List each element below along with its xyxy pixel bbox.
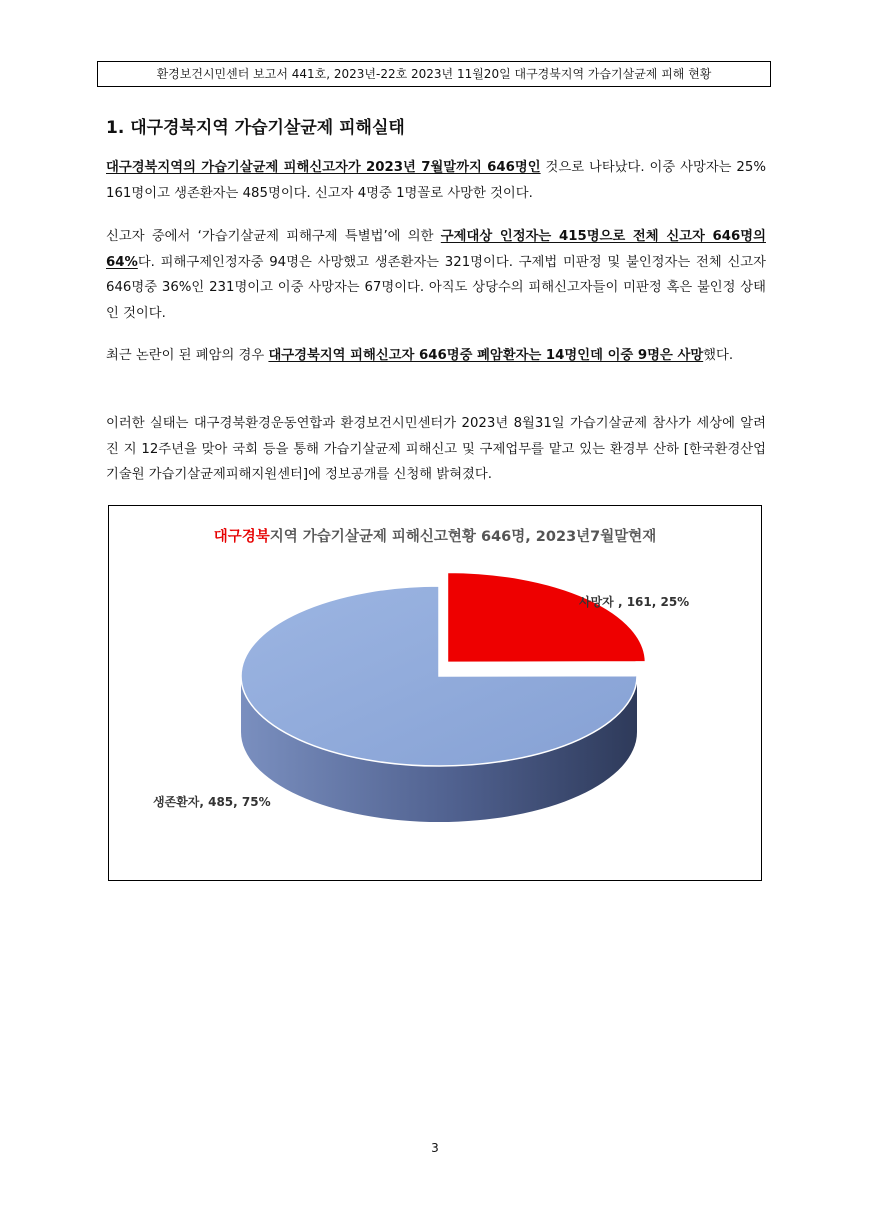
paragraph-text: 다. 피해구제인정자중 94명은 사망했고 생존환자는 321명이다. 구제법 미판정 및 불인정자는 전체 신고자 646명중 36%인 231명이고 이중 사망자는 67명이다. 아직도 상당수의 피해신고자들이 미판정 혹은 불인정 상태인 것이다. [106,254,766,321]
paragraph-summary [106,155,766,206]
highlight-recognized: 구제대상 인정자는 415명으로 전체 신고자 646명의 64% [106,229,766,270]
pie-chart-frame [108,505,762,881]
paragraph-lung-cancer [106,343,766,369]
paragraph-text: 최근 논란이 된 폐암의 경우 [106,348,269,363]
paragraph-source: 이러한 실태는 대구경북환경운동연합과 환경보건시민센터가 2023년 8월31일 가습기살균제 참사가 세상에 알려진 지 12주년을 맞아 국회 등을 통해 가습기살균제 피해신고 및 구제업무를 맡고 있는 환경부 산하 [한국환경산업기술원 가습기살균제피해지원센터]에 정보공개를 신청해 밝혀졌다. [106,416,766,482]
chart-title [214,527,657,545]
pie-chart [109,506,761,880]
highlight-lung-cancer: 대구경북지역 피해신고자 646명중 폐암환자는 14명인데 이중 9명은 사망 [268,348,704,363]
paragraph-text: 신고자 중에서 ‘가습기살균제 피해구제 특별법’에 의한 [106,229,441,244]
highlight-reporters: 대구경북지역의 가습기살균제 피해신고자가 2023년 7월말까지 646명인 [106,160,541,175]
chart-title-rest: 지역 가습기살균제 피해신고현황 646명, 2023년7월말현재 [269,529,657,545]
page-number: 3 [431,1141,439,1155]
slice-label-deaths: 사망자 , 161, 25% [579,595,690,609]
report-header: 환경보건시민센터 보고서 441호, 2023년-22호 2023년 11월20일 대구경북지역 가습기살균제 피해 현황 [97,61,771,87]
paragraph-text: 했다. [703,348,734,363]
paragraph-relief [106,224,766,326]
pie-slice-사망자 [447,572,645,662]
section-heading: 1. 대구경북지역 가습기살균제 피해실태 [106,118,405,138]
paragraph-text: 것으로 나타났다. 이중 사망자는 25% 161명이고 생존환자는 485명이다. 신고자 4명중 1명꼴로 사망한 것이다. [106,160,766,201]
slice-label-survivors: 생존환자, 485, 75% [153,795,271,809]
chart-title-highlight: 대구경북 [213,529,270,545]
